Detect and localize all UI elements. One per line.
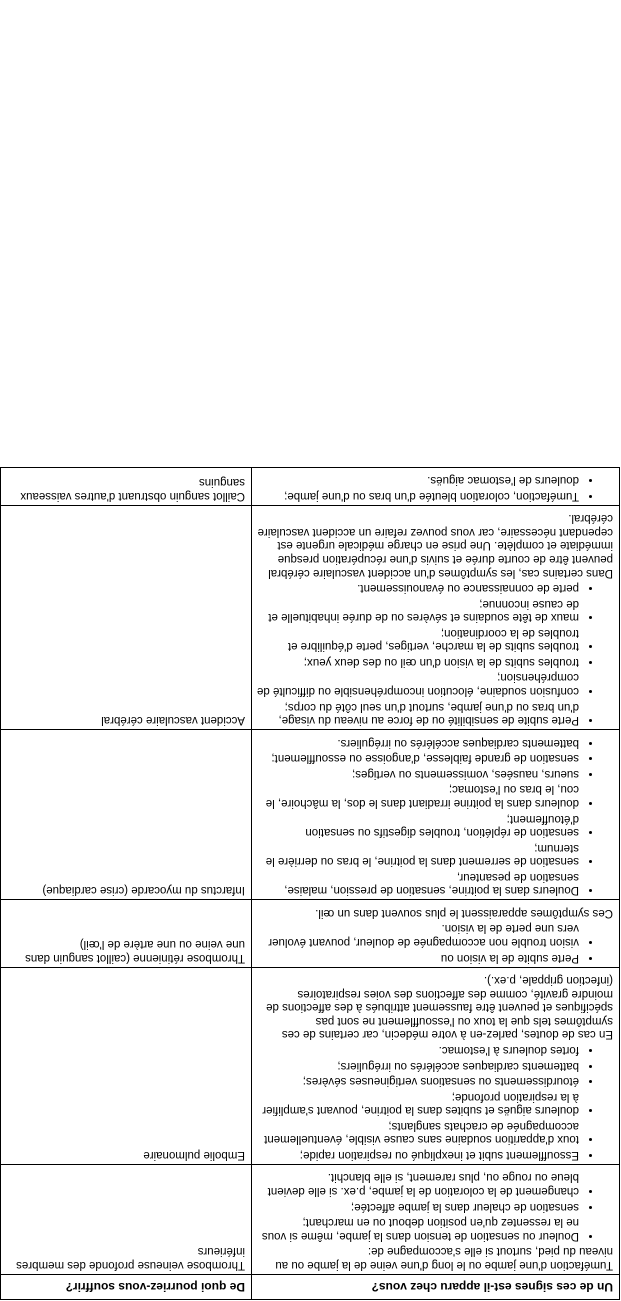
list-item: • Douleur ou sensation de tension dans la jambe, même si vous ne la ressentez qu'en position debout ou en marchant; — [257, 1215, 579, 1242]
condition-cell: Caillot sanguin obstruant d'autres vaisseaux sanguins — [1, 467, 252, 505]
condition-cell: Thrombose rétinienne (caillot sanguin dans une veine ou une artère de l'œil) — [1, 900, 252, 967]
list-item: • douleurs aiguës et subites dans la poitrine, pouvant s'amplifier à la respiration profonde; — [257, 1089, 579, 1116]
table-row — [1, 505, 620, 729]
table-row — [1, 1164, 620, 1274]
table-row — [1, 900, 620, 967]
list-item: • douleurs dans la poitrine irradiant dans le dos, la mâchoire, le cou, le bras ou l'estomac; — [257, 782, 579, 809]
symptoms-table — [0, 467, 620, 1300]
signs-cell — [252, 967, 620, 1164]
list-item: • troubles subits de la marche, vertiges, perte d'équilibre et troubles de la coordination; — [257, 625, 579, 652]
signs-list — [257, 1042, 613, 1161]
list-item: • Perte subite de la vision ou — [257, 950, 579, 964]
signs-list — [257, 735, 613, 896]
condition-cell: Accident vasculaire cérébral — [1, 505, 252, 729]
list-item: • douleurs de l'estomac aiguës. — [257, 473, 579, 487]
list-item: • sensation de chaleur dans la jambe affectée; — [257, 1199, 579, 1213]
list-item: • fortes douleurs à l'estomac. — [257, 1042, 579, 1056]
list-item: • confusion soudaine, élocution incompréhensible ou difficulté de compréhension; — [257, 670, 579, 697]
signs-intro: Tuméfaction d'une jambe ou le long d'une veine de la jambe ou au niveau du pied, surtout si elle s'accompagne de: — [275, 1245, 613, 1271]
signs-list — [257, 473, 613, 502]
table-row — [1, 967, 620, 1164]
signs-cell — [252, 730, 620, 900]
condition-cell: Thrombose veineuse profonde des membres inférieurs — [1, 1164, 252, 1274]
list-item: • Perte subite de sensibilité ou de force au niveau du visage, d'un bras ou d'une jambe, surtout d'un seul côté du corps; — [257, 699, 579, 726]
list-item: • perte de connaissance ou évanouissement. — [257, 581, 579, 595]
list-item: • Douleurs dans la poitrine, sensation de pression, malaise, sensation de pesanteur, — [257, 869, 579, 896]
table-row — [1, 467, 620, 505]
header-signs: Un de ces signes est-il apparu chez vous? — [252, 1274, 620, 1299]
signs-cell — [252, 505, 620, 729]
list-item: • maux de tête soudains et sévères ou de durée inhabituelle et de cause inconnue; — [257, 596, 579, 623]
list-item: • battements cardiaques accélérés ou irréguliers; — [257, 1058, 579, 1072]
signs-list — [257, 1170, 613, 1242]
signs-note: Ces symptômes apparaissent le plus souvent dans un œil. — [315, 906, 613, 919]
signs-list — [257, 921, 613, 964]
list-item: • sensation de grande faiblesse, d'angoisse ou essoufflement; — [257, 751, 579, 765]
signs-list — [257, 581, 613, 727]
list-item: • étourdissements ou sensations vertigineuses sévères; — [257, 1074, 579, 1088]
signs-cell — [252, 900, 620, 967]
list-item: • toux d'apparition soudaine sans cause visible, éventuellement accompagnée de crachats sanglants; — [257, 1118, 579, 1145]
signs-note: En cas de doutes, parlez-en à votre médecin, car certains de ces symptômes tels que la toux ou l'essoufflement ne sont pas spécifiques et peuvent être faussement attribués à des affections de moindre gravité, comme des affections des voies respiratoires (infection grippale, p.ex.). — [266, 974, 613, 1041]
list-item: • Essoufflement subit et inexpliqué ou respiration rapide; — [257, 1147, 579, 1161]
list-item: • sensation de réplétion, troubles digestifs ou sensation d'étouffement; — [257, 811, 579, 838]
header-condition: De quoi pourriez-vous souffrir? — [1, 1274, 252, 1299]
list-item: • Tuméfaction, coloration bleutée d'un bras ou d'une jambe; — [257, 488, 579, 502]
list-item: • changement de la coloration de la jambe, p.ex. si elle devient bleue ou rouge ou, plus rarement, si elle blanchit. — [257, 1170, 579, 1197]
condition-cell: Embolie pulmonaire — [1, 967, 252, 1164]
signs-note: Dans certains cas, les symptômes d'un accident vasculaire cérébral peuvent être de courte durée et suivis d'une récupération presque immédiate et complète. Une prise en charge médicale urgente est cependant nécessaire, car vous pouvez refaire un accident vasculaire cérébral. — [257, 512, 613, 579]
list-item: • vision trouble non accompagnée de douleur, pouvant évoluer vers une perte de la vision. — [257, 921, 579, 948]
signs-cell — [252, 467, 620, 505]
list-item: • sensation de serrement dans la poitrine, le bras ou derrière le sternum; — [257, 840, 579, 867]
list-item: • sueurs, nausées, vomissements ou vertiges; — [257, 766, 579, 780]
table-row — [1, 730, 620, 900]
list-item: • troubles subits de la vision d'un œil ou des deux yeux; — [257, 654, 579, 668]
list-item: • battements cardiaques accélérés ou irréguliers. — [257, 735, 579, 749]
signs-cell — [252, 1164, 620, 1274]
condition-cell: Infarctus du myocarde (crise cardiaque) — [1, 730, 252, 900]
header-row — [1, 1274, 620, 1299]
